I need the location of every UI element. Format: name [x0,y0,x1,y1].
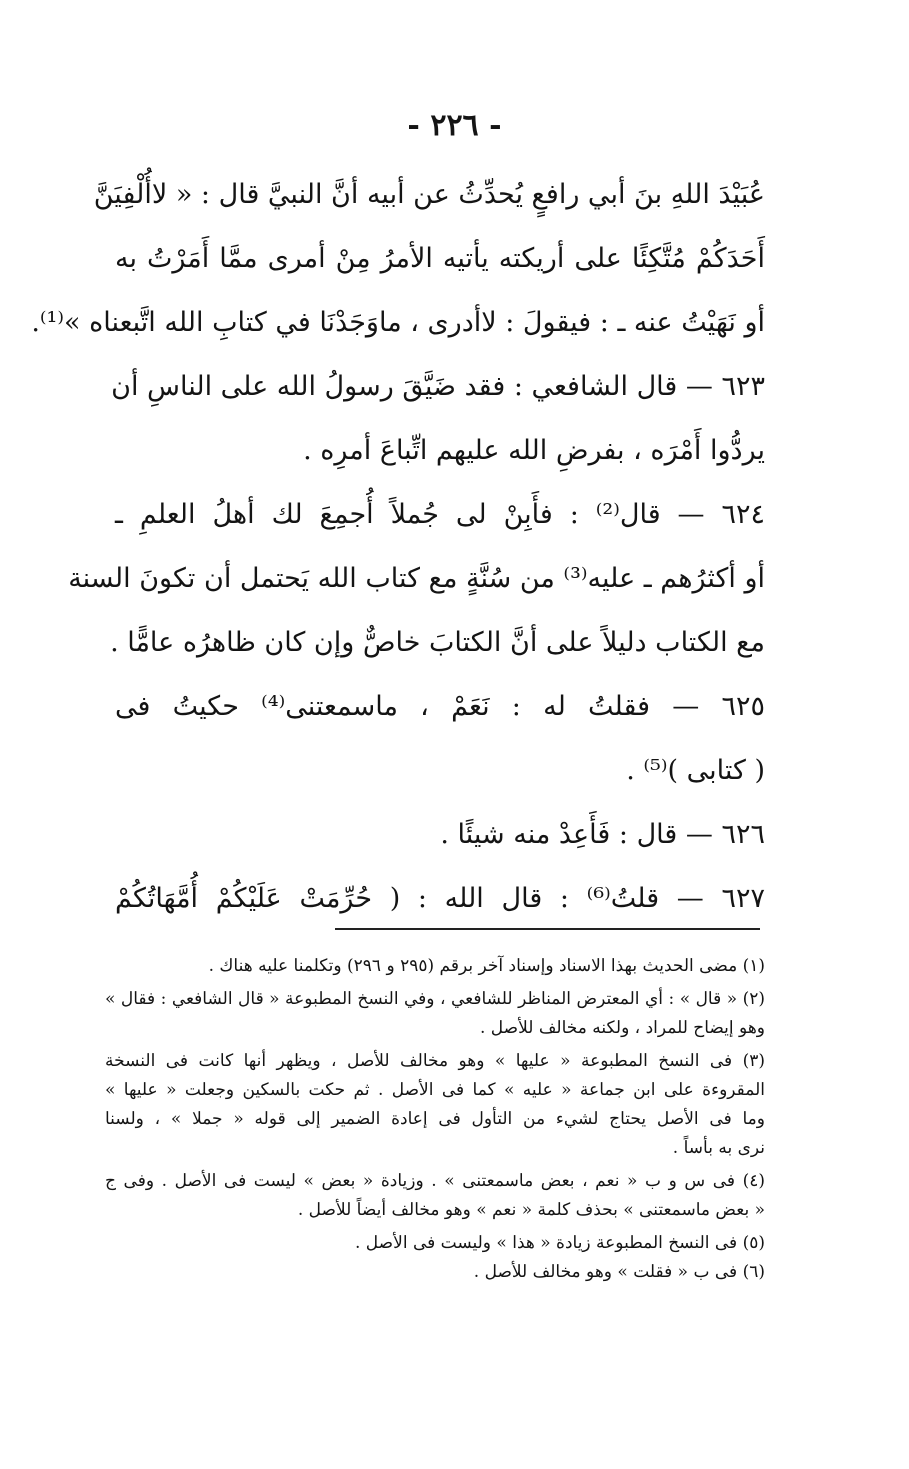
footnote-divider [335,928,760,930]
text-line: يردُّوا أَمْرَه ، بفرضِ الله عليهم اتِّباعَ أمرِه . [303,435,765,466]
text-line: ٦٢٥ — فقلتُ له : نَعَمْ ، ماسمعتنى⁽⁴⁾ حكيتُ فى [115,691,765,722]
footnote-line: نرى به بأساً . [672,1138,765,1158]
footnote-line: (٣) فى النسخ المطبوعة « عليها » وهو مخالف للأصل ، ويظهر أنها كانت فى النسخة [105,1051,765,1071]
footnote-line: (٤) فى س و ب « نعم ، بعض ماسمعتنى » . وزيادة « بعض » ليست فى الأصل . وفى ج [105,1171,765,1191]
footnote-line: (١) مضى الحديث بهذا الاسناد وإسناد آخر برقم (٢٩٥ و ٢٩٦) وتكلمنا عليه هناك . [208,956,765,976]
text-line: ٦٢٣ — قال الشافعي : فقد ضَيَّقَ رسولُ الله على الناسِ أن [111,371,765,402]
footnote-line: (٥) فى النسخ المطبوعة زيادة « هذا » وليست فى الأصل . [355,1233,765,1253]
footnotes [105,952,765,1287]
footnote-line: (٢) « قال » : أي المعترض المناظر للشافعي ، وفي النسخ المطبوعة « قال الشافعي : فقال » [105,989,765,1009]
footnote-line: « بعض ماسمعتنى » بحذف كلمة « نعم » وهو مخالف أيضاً للأصل . [297,1200,765,1220]
text-line: أو نَهَيْتُ عنه ـ : فيقولَ : لاأدرى ، ماوَجَدْنَا في كتابِ الله اتَّبعناه »⁽¹⁾. [31,307,765,338]
text-line: ٦٢٤ — قال⁽²⁾ : فأَبِنْ لى جُملاً أُجمِعَ لك أهلُ العلمِ ـ [115,499,766,530]
text-line: ( كتابى )⁽⁵⁾ . [626,755,765,786]
text-line: ٦٢٦ — قال : فَأَعِدْ منه شيئًا . [440,819,765,850]
footnote-line: المقروءة على ابن جماعة « عليه » كما فى الأصل . ثم حكت بالسكين وجعلت « عليها » [105,1080,765,1100]
text-line: أَحَدَكُمْ مُتَّكِئًا على أريكته يأتيه الأمرُ مِنْ أمرى ممَّا أَمَرْتُ به [115,243,765,274]
main-text [31,163,766,931]
page-number: - ٢٢٦ - [407,108,502,143]
footnote-line: وما فى الأصل يحتاج لشيء من التأول فى إعادة الضمير إلى قوله « جملا » ، ولسنا [105,1109,765,1129]
text-line: أو أكثرُهم ـ عليه⁽³⁾ من سُنَّةٍ مع كتاب الله يَحتمل أن تكونَ السنة [68,563,765,594]
text-line: عُبَيْدَ اللهِ بنَ أبي رافعٍ يُحدِّثُ عن أبيه أنَّ النبيَّ قال : « لاأُلْفِيَنَّ [93,179,765,210]
footnote-line: وهو إيضاح للمراد ، ولكنه مخالف للأصل . [479,1018,765,1038]
text-line: مع الكتاب دليلاً على أنَّ الكتابَ خاصٌّ وإن كان ظاهرُه عامًّا . [110,627,765,658]
footnote-line: (٦) فى ب « فقلت » وهو مخالف للأصل . [473,1262,765,1282]
text-line: ٦٢٧ — قلتُ⁽⁶⁾ : قال الله : ( حُرِّمَتْ عَلَيْكُمْ أُمَّهَاتُكُمْ [115,883,765,914]
